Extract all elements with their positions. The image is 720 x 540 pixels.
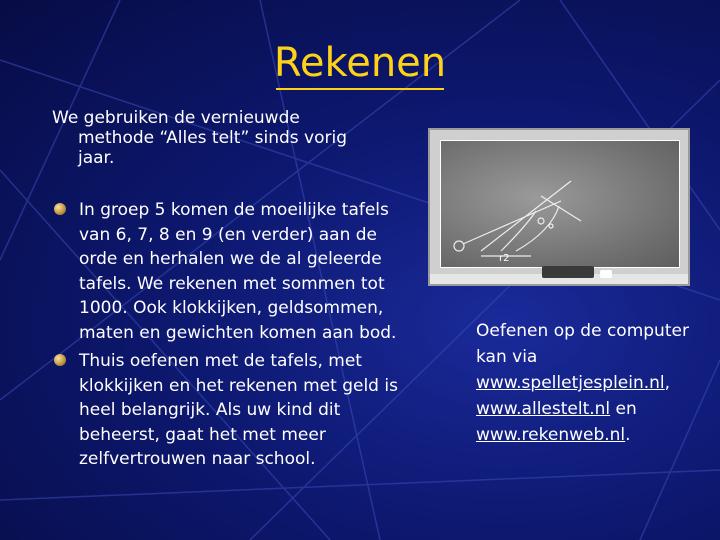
bullet-text: Thuis oefenen met de tafels, met klokkijken en het rekenen met geld is heel belangrijk. Als uw kind dit beheerst, gaat het met meer zelfvertrouwen naar school. bbox=[79, 351, 398, 469]
link-allestelt[interactable]: www.allestelt.nl bbox=[476, 399, 611, 419]
computer-practice-text bbox=[476, 318, 712, 448]
bullet-item bbox=[52, 198, 412, 345]
slide-title: Rekenen bbox=[273, 40, 447, 86]
chalkboard-surface bbox=[440, 140, 680, 268]
intro-line-1: We gebruiken de vernieuwde bbox=[52, 108, 300, 128]
bullet-text: In groep 5 komen de moeilijke tafels van 6, 7, 8 en 9 (en verder) aan de orde en herhalen we de al geleerde tafels. We rekenen met sommen tot 1000. Ook klokkijken, geldsommen, maten en gewichten komen aan bod. bbox=[79, 200, 397, 343]
bullet-item bbox=[52, 349, 412, 472]
chalk-drawing bbox=[441, 141, 679, 267]
bullet-list bbox=[52, 198, 412, 476]
separator-1: , bbox=[664, 373, 671, 393]
bullet-icon bbox=[54, 354, 66, 366]
link-rekenweb[interactable]: www.rekenweb.nl bbox=[476, 425, 626, 445]
title-underline bbox=[276, 88, 444, 90]
link-spelletjesplein[interactable]: www.spelletjesplein.nl bbox=[476, 373, 665, 393]
chalkboard-icon bbox=[428, 128, 690, 286]
intro-line-3: jaar. bbox=[78, 148, 115, 168]
separator-2: en bbox=[610, 399, 637, 419]
intro-line-2: methode “Alles telt” sinds vorig bbox=[78, 128, 348, 148]
board-formula: r2 bbox=[499, 253, 510, 264]
bullet-icon bbox=[54, 203, 66, 215]
eraser-icon bbox=[542, 266, 594, 278]
chalk-icon bbox=[600, 270, 612, 278]
side-intro: Oefenen op de computer kan via bbox=[476, 321, 689, 367]
intro-text bbox=[52, 108, 382, 168]
sentence-end: . bbox=[625, 425, 631, 445]
